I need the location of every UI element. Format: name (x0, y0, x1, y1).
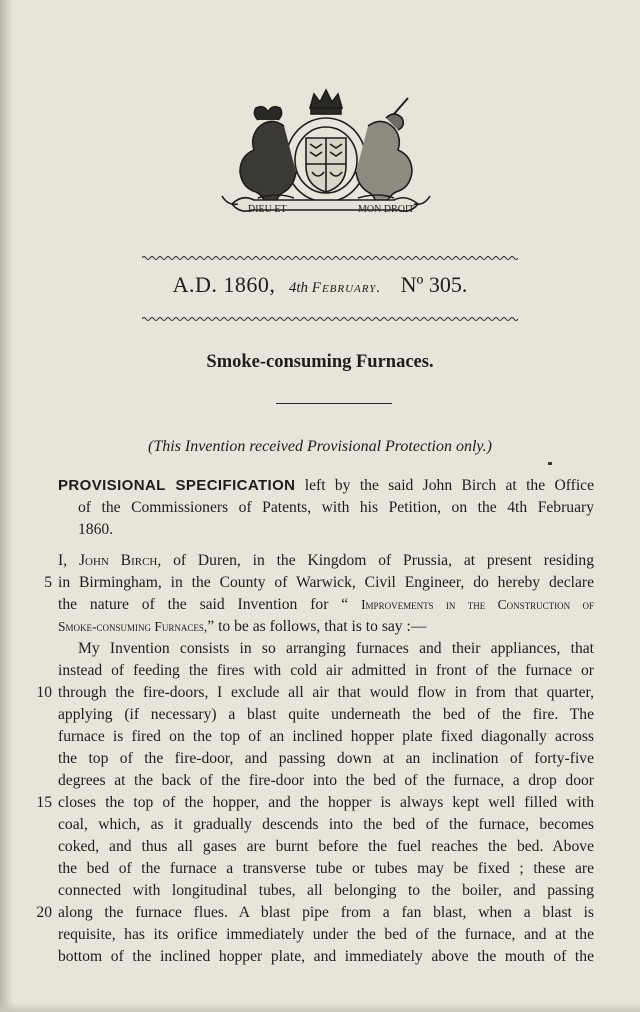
spec-line-1 (58, 476, 594, 496)
date-month: February. (311, 280, 382, 296)
invention-title-2: Smoke-consuming Furnaces, (58, 619, 208, 634)
body-line-4 (58, 617, 594, 637)
spec-heading: PROVISIONAL SPECIFICATION (58, 477, 296, 494)
provisional-protection-note: (This Invention received Provisional Protection only.) (148, 438, 492, 455)
decorative-wavy-rule-top (142, 255, 518, 261)
royal-coat-of-arms (218, 86, 434, 222)
body-line-6: instead of feeding the fires with cold air admitted in front of the furnace or (58, 662, 594, 679)
page-bottom-shadow (0, 1002, 640, 1012)
motto-right: MON DROIT (358, 204, 415, 215)
body-line-3 (58, 595, 594, 615)
decorative-wavy-rule-bottom (142, 316, 518, 322)
body-line-14: coked, and thus all gases are burnt before the fuel reaches the bed. Above (58, 838, 594, 855)
line-number-5: 5 (44, 574, 52, 591)
body-line-12: closes the top of the hopper, and the hopper is always kept well filled with (58, 794, 594, 811)
body-line-18: requisite, has its orifice immediately under the bed of the furnace, and at the (58, 926, 594, 943)
body-line-13: coal, which, as it gradually descends into the bed of the furnace, becomes (58, 816, 594, 833)
body-line-3a: the nature of the said Invention for “ (58, 596, 362, 613)
invention-title-1: Improvements in the Construction of (361, 597, 594, 612)
line-number-20: 20 (36, 904, 52, 921)
body-line-1a: I, (58, 552, 79, 569)
patent-title: Smoke-consuming Furnaces. (206, 352, 434, 372)
date-label (289, 280, 381, 296)
body-line-11: degrees at the back of the fire-door into the bed of the furnace, a drop door (58, 772, 594, 789)
spec-line-1-text: left by the said John Birch at the Office (295, 477, 595, 494)
patent-number: Nº 305. (400, 272, 468, 297)
body-line-1 (58, 551, 594, 571)
body-line-17: along the furnace flues. A blast pipe from a fan blast, when a blast is (58, 904, 594, 921)
body-line-1b: , of Duren, in the Kingdom of Prussia, at present residing (157, 552, 595, 569)
line-number-15: 15 (36, 794, 52, 811)
body-line-8: applying (if necessary) a blast quite underneath the bed of the fire. The (58, 706, 594, 723)
body-line-9: furnace is fired on the top of an inclined hopper plate fixed diagonally across (58, 728, 594, 745)
inventor-name: John Birch (78, 552, 158, 569)
ink-mark (548, 462, 552, 465)
body-line-16: connected with longitudinal tubes, all belonging to the boiler, and passing (58, 882, 594, 899)
line-number-10: 10 (36, 684, 52, 701)
date-day: 4th (288, 280, 309, 296)
body-line-5: My Invention consists in so arranging furnaces and their appliances, that (78, 640, 594, 657)
year-label: A.D. 1860, (172, 272, 276, 297)
page-edge-shadow (0, 0, 14, 1012)
spec-line-3: 1860. (78, 521, 114, 538)
body-line-10: the top of the fire-door, and passing down at an inclination of forty-five (58, 750, 594, 767)
body-line-19: bottom of the inclined hopper plate, and immediately above the mouth of the (58, 948, 594, 965)
body-line-2: in Birmingham, in the County of Warwick, Civil Engineer, do hereby declare (58, 574, 594, 591)
spec-line-2: of the Commissioners of Patents, with his Petition, on the 4th February (78, 499, 594, 516)
body-line-15: the bed of the furnace a transverse tube or tubes may be fixed ; these are (58, 860, 594, 877)
motto-left: DIEU ET (248, 204, 287, 215)
title-rule (276, 403, 392, 404)
body-line-7: through the fire-doors, I exclude all air that would flow in from that quarter, (58, 684, 594, 701)
body-line-4b: ” to be as follows, that is to say :— (207, 618, 427, 635)
date-line (0, 272, 640, 298)
